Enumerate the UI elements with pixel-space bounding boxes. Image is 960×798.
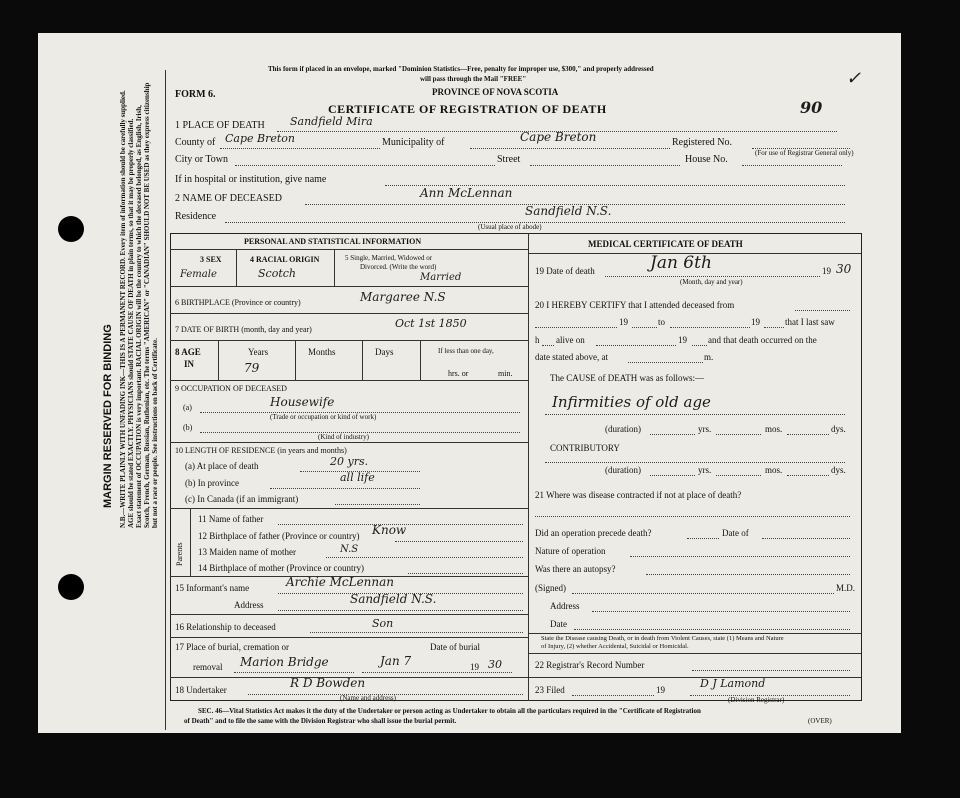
fill-line [742,165,842,166]
sex-label: 3 SEX [200,255,222,264]
duration-label: (duration) [605,465,641,475]
county-label: County of [175,137,216,148]
check-mark: ✓ [846,68,862,89]
age-label: IN [184,359,195,369]
filed-year-prefix: 19 [656,685,665,695]
relationship-label: 16 Relationship to deceased [175,622,276,632]
attendance-label: 20 I HEREBY CERTIFY that I attended deceased from [535,300,735,310]
margin-instruction: Scotch, French, German, Russian, Ruthenian, etc. The terms "AMERICAN" or "CANADIAN" SHOULD NOT BE USED as they express citizenship [143,82,151,528]
fill-line [795,310,850,311]
autopsy-label: Was there an autopsy? [535,564,616,574]
county-value: Cape Breton [225,132,296,145]
punch-hole [58,216,84,242]
fill-line [787,475,829,476]
years-label: yrs. [698,465,712,475]
house-number-label: House No. [685,154,728,165]
fill-line [596,345,676,346]
md-suffix: M.D. [836,583,856,593]
sex-value: Female [180,269,217,280]
burial-place-value: Marion Bridge [240,655,329,669]
fill-line [542,345,554,346]
cell-divider [295,340,296,380]
cell-divider [190,508,191,576]
row-rule [170,380,528,381]
months-label: mos. [765,465,783,475]
fill-line [646,574,850,575]
informant-address-label: Address [234,600,264,610]
cell-divider [218,340,219,380]
deceased-name-label: 2 NAME OF DECEASED [175,193,282,204]
fill-line [335,504,420,505]
row-rule [170,286,528,287]
undertaker-label: 18 Undertaker [175,685,227,695]
fill-line [628,362,703,363]
column-divider [528,233,529,701]
row-rule [170,313,528,314]
undertaker-note: (Name and address) [340,694,396,702]
personal-section-title: PERSONAL AND STATISTICAL INFORMATION [244,237,422,246]
father-birthplace-label: 12 Birthplace of father (Province or country) [198,531,360,541]
fill-line [572,695,654,696]
alive-on-label: alive on [556,335,585,345]
street-label: Street [497,154,521,165]
burial-date-label: Date of burial [430,642,480,652]
fill-line [687,538,719,539]
age-days-label: Days [375,347,394,357]
fill-line [787,434,829,435]
margin-instruction: AGE should be stated EXACTLY. PHYSICIANS should STATE CAUSE OF DEATH in plain terms, so that it may be properly classified. [127,118,135,528]
death-year-prefix: 19 [822,266,831,276]
residence-label: Residence [175,211,217,222]
mail-notice: This form if placed in an envelope, marked "Dominion Statistics—Free, penalty for improper use, $300," and properly addressed [268,65,654,73]
birthplace-label: 6 BIRTHPLACE (Province or country) [175,298,301,307]
undertaker-value: R D Bowden [290,676,366,690]
cell-divider [334,250,335,286]
fill-line [470,148,670,149]
fill-line [535,327,617,328]
minutes-label: min. [498,369,513,378]
fill-line [764,327,784,328]
registrar-record-label: 22 Registrar's Record Number [535,660,645,670]
row-rule [528,677,861,678]
fill-line [395,541,523,542]
father-birthplace-value: Know [372,523,407,537]
occupation-note: (Trade or occupation or kind of work) [270,413,377,421]
hours-label: hrs. or [448,369,469,378]
death-year-value: 30 [836,262,852,276]
age-months-label: Months [308,347,336,357]
marital-status-label: Divorced. (Write the word) [360,263,437,271]
operation-label: Did an operation precede death? [535,528,652,538]
violent-causes-note: of Injury, (2) whether Accidental, Suicidal or Homicidal. [541,643,689,650]
cause-of-death-label: The CAUSE of DEATH was as follows:— [550,373,704,383]
place-of-death-value: Sandfield Mira [290,115,373,128]
fill-line [574,629,850,630]
fill-line [670,327,750,328]
row-rule [170,508,528,509]
mail-notice: will pass through the Mail "FREE" [420,75,527,83]
cause-of-death-value: Infirmities of old age [552,393,711,411]
fill-line [220,148,380,149]
municipality-label: Municipality of [382,137,445,148]
days-label: dys. [831,465,846,475]
residence-note: (Usual place of abode) [478,223,542,231]
age-label: 8 AGE [175,347,201,357]
months-label: mos. [765,424,783,434]
fill-line [270,488,420,489]
removal-label: removal [193,662,223,672]
footer-notice: SEC. 46—Vital Statistics Act makes it the duty of the Undertaker or person acting as Undertaker to obtain all the particulars required in the "Certificate of Registration [198,707,701,715]
parents-label: Parents [175,542,184,566]
fill-line [716,434,761,435]
residence-province-label: (b) In province [185,478,239,488]
fill-line [408,573,523,574]
occupation-a-marker: (a) [183,403,192,412]
racial-origin-value: Scotch [258,267,296,280]
footer-notice: of Death" and to file the same with the Division Registrar who shall issue the burial permit. [184,717,457,725]
burial-date-value: Jan 7 [380,654,412,668]
year-prefix: 19 [678,335,687,345]
informant-value: Archie McLennan [286,575,395,589]
fill-line [545,462,845,463]
city-label: City or Town [175,154,229,165]
row-rule [170,340,528,341]
residence-canada-label: (c) In Canada (if an immigrant) [185,494,299,504]
death-occurred-label: and that death occurred on the [708,335,817,345]
province-heading: PROVINCE OF NOVA SCOTIA [432,87,559,97]
fill-line [605,276,820,277]
fill-line [278,610,523,611]
violent-causes-note: State the Disease causing Death, or in death from Violent Causes, state (1) Means and Nature [541,635,784,642]
fill-line [234,672,354,673]
relationship-value: Son [372,617,394,630]
death-date-value: Jan 6th [650,253,712,273]
fill-line [310,632,523,633]
contributory-label: CONTRIBUTORY [550,443,620,453]
filed-label: 23 Filed [535,685,565,695]
fill-line [592,611,850,612]
registered-number-label: Registered No. [672,137,732,148]
fill-line [362,672,512,673]
mother-name-label: 13 Maiden name of mother [198,547,296,557]
mother-birthplace-label: 14 Birthplace of mother (Province or country) [198,563,364,573]
cell-divider [362,340,363,380]
form-number: FORM 6. [175,89,216,100]
industry-note: (Kind of industry) [318,433,369,441]
fill-line [630,556,850,557]
registrar-note: (For use of Registrar General only) [755,149,854,157]
operation-date-label: Date of [722,528,749,538]
margin-instruction: Exact statement of OCCUPATION is very important. RACIAL ORIGIN will be the country to which the deceased belonged, as English, Irish, [135,105,143,528]
cell-divider [420,340,421,380]
cell-divider [236,250,237,286]
physician-date-label: Date [550,619,567,629]
medical-section-title: MEDICAL CERTIFICATE OF DEATH [588,239,743,249]
year-prefix: 19 [751,317,760,327]
certificate-number: 90 [800,98,823,117]
contracted-label: 21 Where was disease contracted if not at place of death? [535,490,742,500]
row-rule [528,653,861,654]
physician-signature-label: (Signed) [535,583,566,593]
over-label: (OVER) [808,717,832,725]
margin-instruction: N.B.—WRITE PLAINLY WITH UNFADING INK—THIS IS A PERMANENT RECORD. Every item of information should be carefully supplied. [119,90,127,528]
fill-line [650,434,695,435]
birth-date-label: 7 DATE OF BIRTH (month, day and year) [175,325,312,334]
binding-margin-label: MARGIN RESERVED FOR BINDING [102,324,114,508]
fill-line [326,557,523,558]
birthplace-value: Margaree N.S [360,290,446,304]
time-suffix: m. [704,352,714,362]
punch-hole [58,574,84,600]
burial-place-label: 17 Place of burial, cremation or [175,642,289,652]
residence-length-label: 10 LENGTH OF RESIDENCE (in years and months) [175,446,347,455]
fill-line [535,516,850,517]
residence-value: Sandfield N.S. [525,204,612,218]
fill-line [530,165,680,166]
fill-line [692,670,850,671]
year-prefix: 19 [619,317,628,327]
margin-rule [165,70,166,730]
fill-line [716,475,761,476]
residence-place-label: (a) At place of death [185,461,259,471]
municipality-value: Cape Breton [520,130,597,144]
time-of-death-label: date stated above, at [535,352,608,362]
marital-status-value: Married [420,272,462,283]
division-registrar-value: D J Lamond [700,677,766,690]
years-label: yrs. [698,424,712,434]
residence-place-value: 20 yrs. [330,455,369,468]
fill-line [632,327,657,328]
birth-date-value: Oct 1st 1850 [395,317,467,330]
operation-nature-label: Nature of operation [535,546,606,556]
informant-address-value: Sandfield N.S. [350,592,437,606]
occupation-label: 9 OCCUPATION OF DECEASED [175,384,287,393]
racial-origin-label: 4 RACIAL ORIGIN [250,255,320,264]
age-years-value: 79 [244,361,260,375]
burial-year-prefix: 19 [470,662,479,672]
certificate-title: CERTIFICATE OF REGISTRATION OF DEATH [328,102,607,116]
age-years-label: Years [248,347,269,357]
mother-name-value: N.S [340,544,359,555]
death-date-label: 19 Date of death [535,266,595,276]
residence-province-value: all life [340,471,375,484]
occupation-b-marker: (b) [183,423,193,432]
division-registrar-note: (Division Registrar) [728,696,785,704]
less-than-day-label: If less than one day, [438,347,494,355]
row-rule [170,614,528,615]
row-rule [170,442,528,443]
fill-line [235,165,495,166]
physician-address-label: Address [550,601,580,611]
days-label: dys. [831,424,846,434]
row-rule [170,249,528,250]
fill-line [650,475,695,476]
occupation-value: Housewife [270,395,335,409]
row-rule [528,633,861,634]
pronoun-prefix: h [535,335,540,345]
fill-line [545,414,845,415]
burial-year-value: 30 [488,658,502,671]
margin-instruction: but not a race or people. See instructions on back of Certificate. [151,338,159,528]
death-date-note: (Month, day and year) [680,278,743,286]
hospital-label: If in hospital or institution, give name [175,174,327,185]
deceased-name-value: Ann McLennan [420,186,513,200]
marital-status-label: 5 Single, Married, Widowed or [345,254,433,262]
fill-line [572,593,834,594]
fill-line [762,538,850,539]
father-name-label: 11 Name of father [198,514,264,524]
place-of-death-label: 1 PLACE OF DEATH [175,120,265,131]
to-label: to [658,317,666,327]
last-saw-label: that I last saw [785,317,835,327]
informant-label: 15 Informant's name [175,583,250,593]
fill-line [692,345,707,346]
duration-label: (duration) [605,424,641,434]
row-rule [170,637,528,638]
